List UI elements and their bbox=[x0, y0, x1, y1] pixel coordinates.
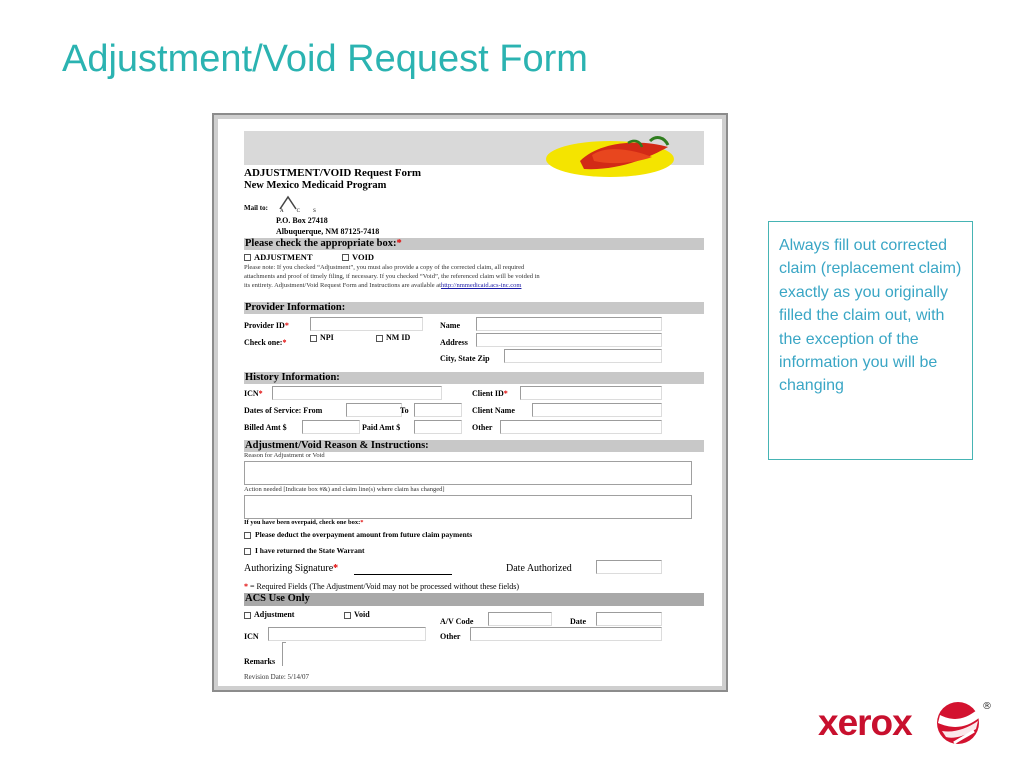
slide-title: Adjustment/Void Request Form bbox=[62, 38, 588, 80]
npi-label: NPI bbox=[320, 333, 334, 342]
void-option-label: VOID bbox=[352, 252, 375, 262]
void-checkbox[interactable] bbox=[342, 254, 349, 261]
acs-icn-label: ICN bbox=[244, 632, 259, 641]
icn-label bbox=[244, 390, 263, 398]
signature-text: Authorizing Signature bbox=[244, 563, 334, 574]
form-note-line-2: attachments and proof of timely filing, if necessary. If you checked “Void”, the referenced claim will be voided in bbox=[244, 273, 540, 280]
required-star: * bbox=[284, 321, 289, 330]
acs-date-field[interactable] bbox=[596, 612, 662, 626]
date-authorized-label: Date Authorized bbox=[506, 563, 572, 574]
revision-date: Revision Date: 5/14/07 bbox=[244, 673, 309, 681]
returned-warrant-label: I have returned the State Warrant bbox=[255, 546, 365, 555]
registered-mark: ® bbox=[982, 701, 992, 712]
form-subheading: New Mexico Medicaid Program bbox=[244, 180, 387, 191]
nmid-label: NM ID bbox=[386, 333, 411, 342]
required-star: * bbox=[333, 563, 339, 574]
acs-logo-letters: A C S bbox=[280, 209, 322, 214]
provider-id-label bbox=[244, 322, 289, 330]
mail-to-label: Mail to: bbox=[244, 204, 268, 212]
reason-section-header: Adjustment/Void Reason & Instructions: bbox=[244, 440, 704, 452]
signature-line[interactable] bbox=[354, 574, 452, 575]
check-section-header bbox=[244, 238, 704, 250]
required-fields-note bbox=[244, 583, 519, 591]
address-line-1: P.O. Box 27418 bbox=[276, 216, 328, 225]
name-field[interactable] bbox=[476, 317, 662, 331]
form-note-line-3 bbox=[244, 283, 521, 290]
dos-to-field[interactable] bbox=[414, 403, 462, 417]
client-name-label: Client Name bbox=[472, 406, 515, 415]
reason-textarea[interactable] bbox=[244, 461, 692, 485]
acs-section-header: ACS Use Only bbox=[244, 593, 704, 606]
deduct-overpayment-checkbox[interactable] bbox=[244, 532, 251, 539]
signature-label bbox=[244, 564, 338, 574]
other-label: Other bbox=[472, 423, 493, 432]
required-star: * bbox=[282, 338, 287, 347]
check-one-text: Check one: bbox=[244, 338, 283, 347]
required-star: * bbox=[258, 389, 263, 398]
acs-adjustment-label: Adjustment bbox=[254, 610, 295, 619]
client-id-label bbox=[472, 390, 508, 398]
acs-other-label: Other bbox=[440, 632, 461, 641]
address-line-2: Albuquerque, NM 87125-7418 bbox=[276, 227, 380, 236]
action-needed-textarea[interactable] bbox=[244, 495, 692, 519]
av-code-field[interactable] bbox=[488, 612, 552, 626]
provider-id-field[interactable] bbox=[310, 317, 423, 331]
provider-id-text: Provider ID bbox=[244, 321, 285, 330]
required-star: * bbox=[244, 582, 248, 591]
returned-warrant-checkbox[interactable] bbox=[244, 548, 251, 555]
xerox-logo bbox=[818, 702, 998, 750]
client-name-field[interactable] bbox=[532, 403, 662, 417]
reason-label: Reason for Adjustment or Void bbox=[244, 452, 325, 459]
paid-amount-field[interactable] bbox=[414, 420, 462, 434]
xerox-wordmark: xerox bbox=[818, 702, 912, 743]
city-state-zip-field[interactable] bbox=[504, 349, 662, 363]
icn-text: ICN bbox=[244, 389, 259, 398]
required-star: * bbox=[396, 238, 402, 249]
billed-amount-field[interactable] bbox=[302, 420, 360, 434]
callout-note: Always fill out corrected claim (replacement claim) exactly as you originally filled the claim out, with the exception of the information you will be changing bbox=[768, 221, 973, 460]
acs-date-label: Date bbox=[570, 617, 586, 626]
acs-adjustment-checkbox[interactable] bbox=[244, 612, 251, 619]
form-note-line-3-text: its entirety. Adjustment/Void Request Form and Instructions are available at bbox=[244, 282, 441, 289]
acs-void-label: Void bbox=[354, 610, 370, 619]
av-code-label: A/V Code bbox=[440, 617, 474, 626]
form-document-image bbox=[212, 113, 728, 692]
dates-of-service-label: Dates of Service: From bbox=[244, 406, 323, 415]
form-document bbox=[244, 131, 706, 687]
check-section-title: Please check the appropriate box: bbox=[245, 238, 397, 249]
acs-other-field[interactable] bbox=[470, 627, 662, 641]
adjustment-checkbox[interactable] bbox=[244, 254, 251, 261]
required-star: * bbox=[503, 389, 508, 398]
icn-field[interactable] bbox=[272, 386, 442, 400]
required-star: * bbox=[360, 519, 364, 526]
form-instructions-link[interactable]: http://nmmedicaid.acs-inc.com bbox=[440, 282, 522, 289]
form-heading: ADJUSTMENT/VOID Request Form bbox=[244, 167, 421, 179]
deduct-overpayment-label: Please deduct the overpayment amount from future claim payments bbox=[255, 530, 473, 539]
chili-pepper-icon bbox=[540, 131, 682, 181]
other-field[interactable] bbox=[500, 420, 662, 434]
client-id-field[interactable] bbox=[520, 386, 662, 400]
provider-section-header: Provider Information: bbox=[244, 302, 704, 314]
form-note-line-1: Please note: If you checked “Adjustment”, you must also provide a copy of the corrected claim, all required bbox=[244, 264, 525, 271]
npi-checkbox[interactable] bbox=[310, 335, 317, 342]
acs-icn-field[interactable] bbox=[268, 627, 426, 641]
dos-from-field[interactable] bbox=[346, 403, 402, 417]
address-field[interactable] bbox=[476, 333, 662, 347]
to-label: To bbox=[400, 406, 409, 415]
overpaid-text: If you have been overpaid, check one box: bbox=[244, 519, 361, 526]
overpaid-label bbox=[244, 520, 364, 527]
city-state-zip-label: City, State Zip bbox=[440, 354, 490, 363]
required-fields-text: = Required Fields (The Adjustment/Void may not be processed without these fields) bbox=[250, 582, 519, 591]
check-one-label bbox=[244, 339, 286, 347]
billed-amount-label: Billed Amt $ bbox=[244, 423, 287, 432]
action-needed-label: Action needed [Indicate box #&) and claim line(s) where claim has changed] bbox=[244, 486, 445, 493]
history-section-header: History Information: bbox=[244, 372, 704, 384]
date-authorized-field[interactable] bbox=[596, 560, 662, 574]
address-label: Address bbox=[440, 338, 468, 347]
adjustment-option-label: ADJUSTMENT bbox=[254, 252, 313, 262]
nmid-checkbox[interactable] bbox=[376, 335, 383, 342]
remarks-field[interactable] bbox=[282, 642, 286, 666]
xerox-sphere-icon bbox=[934, 699, 982, 747]
acs-void-checkbox[interactable] bbox=[344, 612, 351, 619]
remarks-label: Remarks bbox=[244, 657, 276, 666]
paid-amount-label: Paid Amt $ bbox=[362, 423, 401, 432]
client-id-text: Client ID bbox=[472, 389, 504, 398]
name-label: Name bbox=[440, 321, 460, 330]
